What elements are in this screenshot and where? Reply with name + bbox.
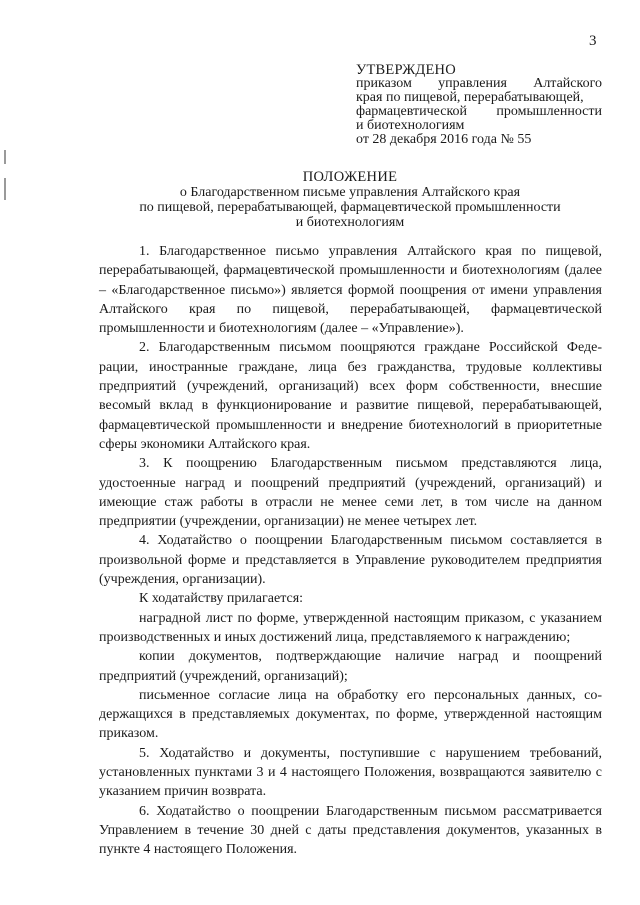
- approval-line: края по пищевой, перерабатывающей,: [356, 90, 584, 105]
- paragraph-6: 6. Ходатайство о поощрении Благодарственным письмом рассматривается Управлением в течение 30 дней с даты представления документов, указанных в пункте 4 настоящего Положения.: [99, 803, 602, 858]
- paragraph-4: 4. Ходатайство о поощрении Благодарственным письмом составляется в произвольной форме и представляется в Управление руководителем предприятия (учреждения, организации).: [99, 533, 602, 588]
- document-title-block: [100, 170, 600, 230]
- scan-edge-mark: [4, 178, 6, 200]
- paragraph-attachments-intro: К ходатайству прилагается:: [139, 591, 304, 607]
- approval-line: приказом управления Алтайского: [356, 76, 602, 91]
- approval-line: фармацевтической промышленности: [356, 104, 602, 119]
- approval-heading: УТВЕРЖДЕНО: [356, 62, 456, 78]
- approval-line: и биотехнологиям: [356, 118, 465, 133]
- paragraph-1: 1. Благодарственное письмо управления Алтайского края по пищевой, перерабатывающей, фармацевтической промышленности и биотехнологиям (далее – «Благодарственное письмо») является формой поощрения от имени управления Алтайского края по пищевой, перерабатывающей, фармацевтической промышленности и биотехнологиям (далее – «Управление»).: [99, 244, 602, 337]
- paragraph-2: 2. Благодарственным письмом поощряются граждане Российской Федерации, иностранные граждане, лица без гражданства, трудовые коллективы предприятий (учреждений, организаций) всех форм собственности, внесшие весомый вклад в функционирование и развитие пищевой, перерабатывающей, фармацевтической промышленности и внедрение биотехнологий в приоритетные сферы экономики Алтайского края.: [99, 340, 602, 452]
- paragraph-attachment-award-sheet: наградной лист по форме, утвержденной настоящим приказом, с указанием производственных и иных достижений лица, представляемого к награждению;: [99, 610, 602, 645]
- paragraph-attachment-copies: копии документов, подтверждающие наличие наград и поощрений предприятий (учреждений, организаций);: [99, 649, 602, 684]
- document-title: ПОЛОЖЕНИЕ: [302, 169, 398, 185]
- page-number: 3: [589, 33, 597, 49]
- document-body: [99, 242, 602, 860]
- paragraph-5: 5. Ходатайство и документы, поступившие с нарушением требований, установленных пунктами 3 и 4 настоящего Положения, возвращаются заявителю с указанием причин возврата.: [99, 745, 602, 800]
- document-subtitle-line: по пищевой, перерабатывающей, фармацевтической промышленности: [139, 200, 561, 215]
- document-subtitle-line: и биотехнологиям: [295, 215, 405, 230]
- approval-date-line: от 28 декабря 2016 года № 55: [356, 132, 532, 147]
- approval-block: [356, 63, 602, 147]
- paragraph-3: 3. К поощрению Благодарственным письмом представляются лица, удостоенные наград и поощрений предприятий (учреждений, организаций) и имеющие стаж работы в отрасли не менее семи лет, в том числе на данном предприятии (учреждении, организации) не менее четырех лет.: [99, 456, 602, 530]
- paragraph-attachment-consent: письменное согласие лица на обработку его персональных данных, содержащихся в представляемых документах, по форме, утвержденной настоящим приказом.: [99, 687, 602, 742]
- document-subtitle-line: о Благодарственном письме управления Алтайского края: [179, 185, 521, 200]
- scan-edge-mark: [4, 150, 6, 164]
